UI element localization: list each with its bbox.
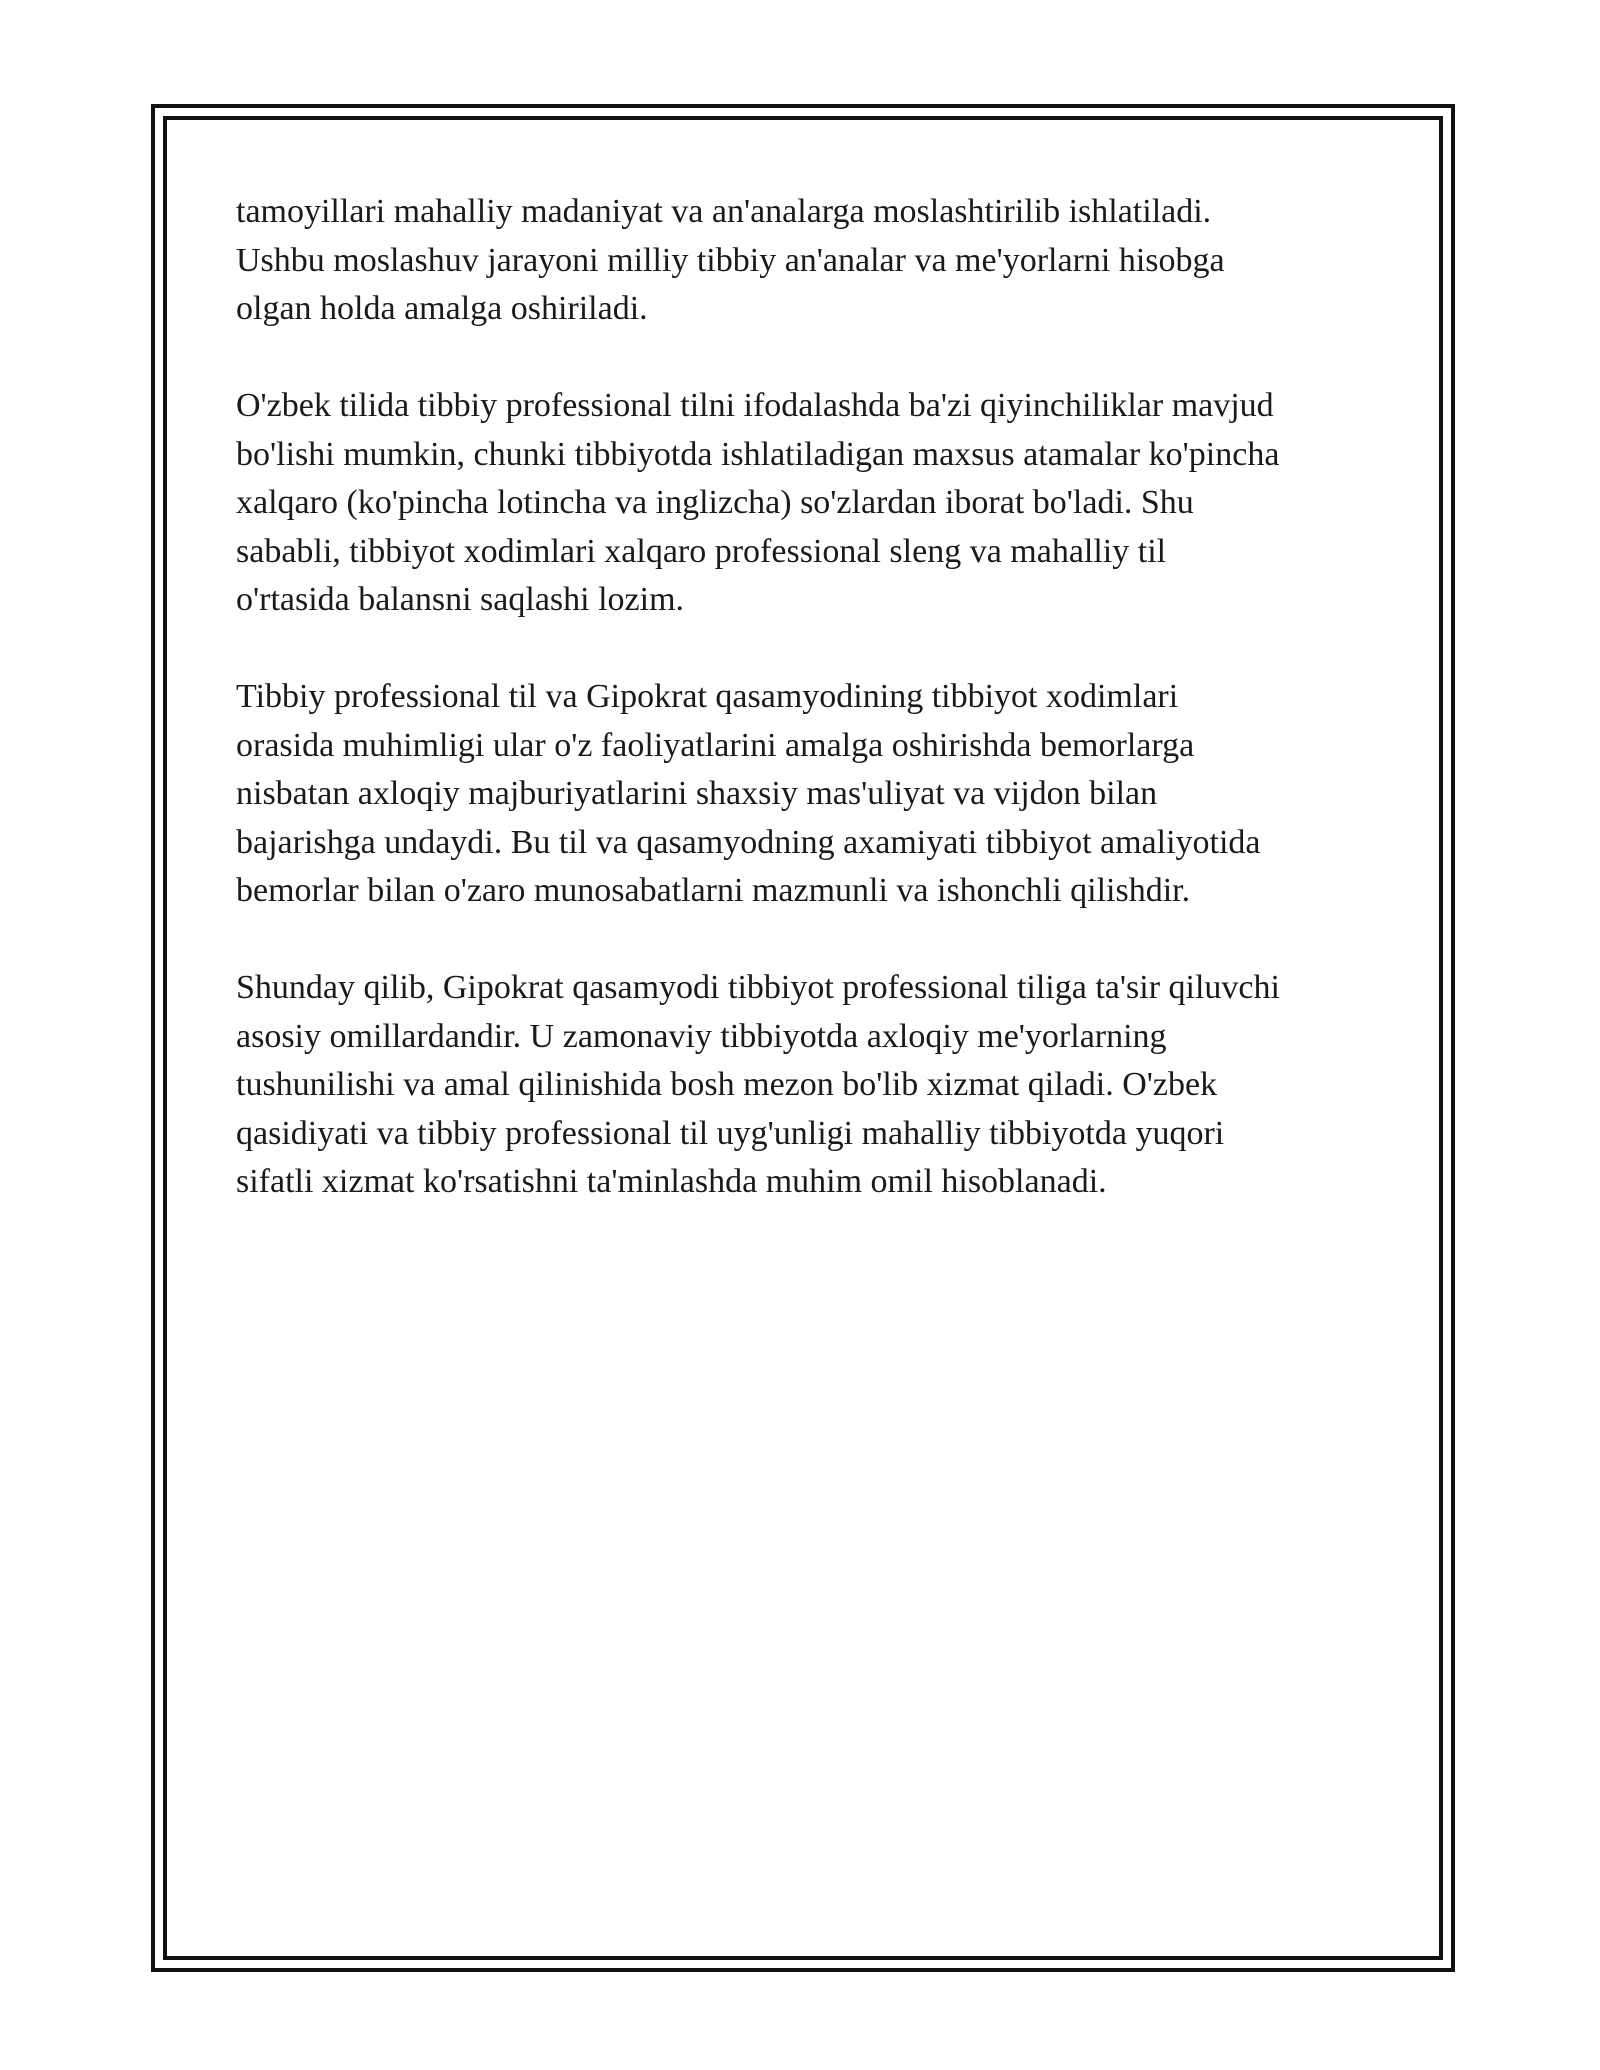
- paragraph-2: O'zbek tilida tibbiy professional tilni ifodalashda ba'zi qiyinchiliklar mavjud bo'lishi mumkin, chunki tibbiyotda ishlatiladigan maxsus atamalar ko'pincha xalqaro (ko'pincha lotincha va inglizcha) so'zlardan iborat bo'ladi. Shu sababli, tibbiyot xodimlari xalqaro professional sleng va mahalliy til o'rtasida balansni saqlashi lozim.: [236, 387, 1280, 618]
- paragraph-1: tamoyillari mahalliy madaniyat va an'analarga moslashtirilib ishlatiladi. Ushbu moslashuv jarayoni milliy tibbiy an'analar va me'yorlarni hisobga olgan holda amalga oshiriladi.: [236, 193, 1225, 327]
- paragraph-3: Tibbiy professional til va Gipokrat qasamyodining tibbiyot xodimlari orasida muhimligi ular o'z faoliyatlarini amalga oshirishda bemorlarga nisbatan axloqiy majburiyatlarini shaxsiy mas'uliyat va vijdon bilan bajarishga undaydi. Bu til va qasamyodning axamiyati tibbiyot amaliyotida bemorlar bilan o'zaro munosabatlarni mazmunli va ishonchli qilishdir.: [236, 678, 1261, 909]
- paragraph-4: Shunday qilib, Gipokrat qasamyodi tibbiyot professional tiliga ta'sir qiluvchi asosiy omillardandir. U zamonaviy tibbiyotda axloqiy me'yorlarning tushunilishi va amal qilinishida bosh mezon bo'lib xizmat qiladi. O'zbek qasidiyati va tibbiy professional til uyg'unligi mahalliy tibbiyotda yuqori sifatli xizmat ko'rsatishni ta'minlashda muhim omil hisoblanadi.: [236, 969, 1280, 1200]
- document-body: [236, 188, 1376, 1255]
